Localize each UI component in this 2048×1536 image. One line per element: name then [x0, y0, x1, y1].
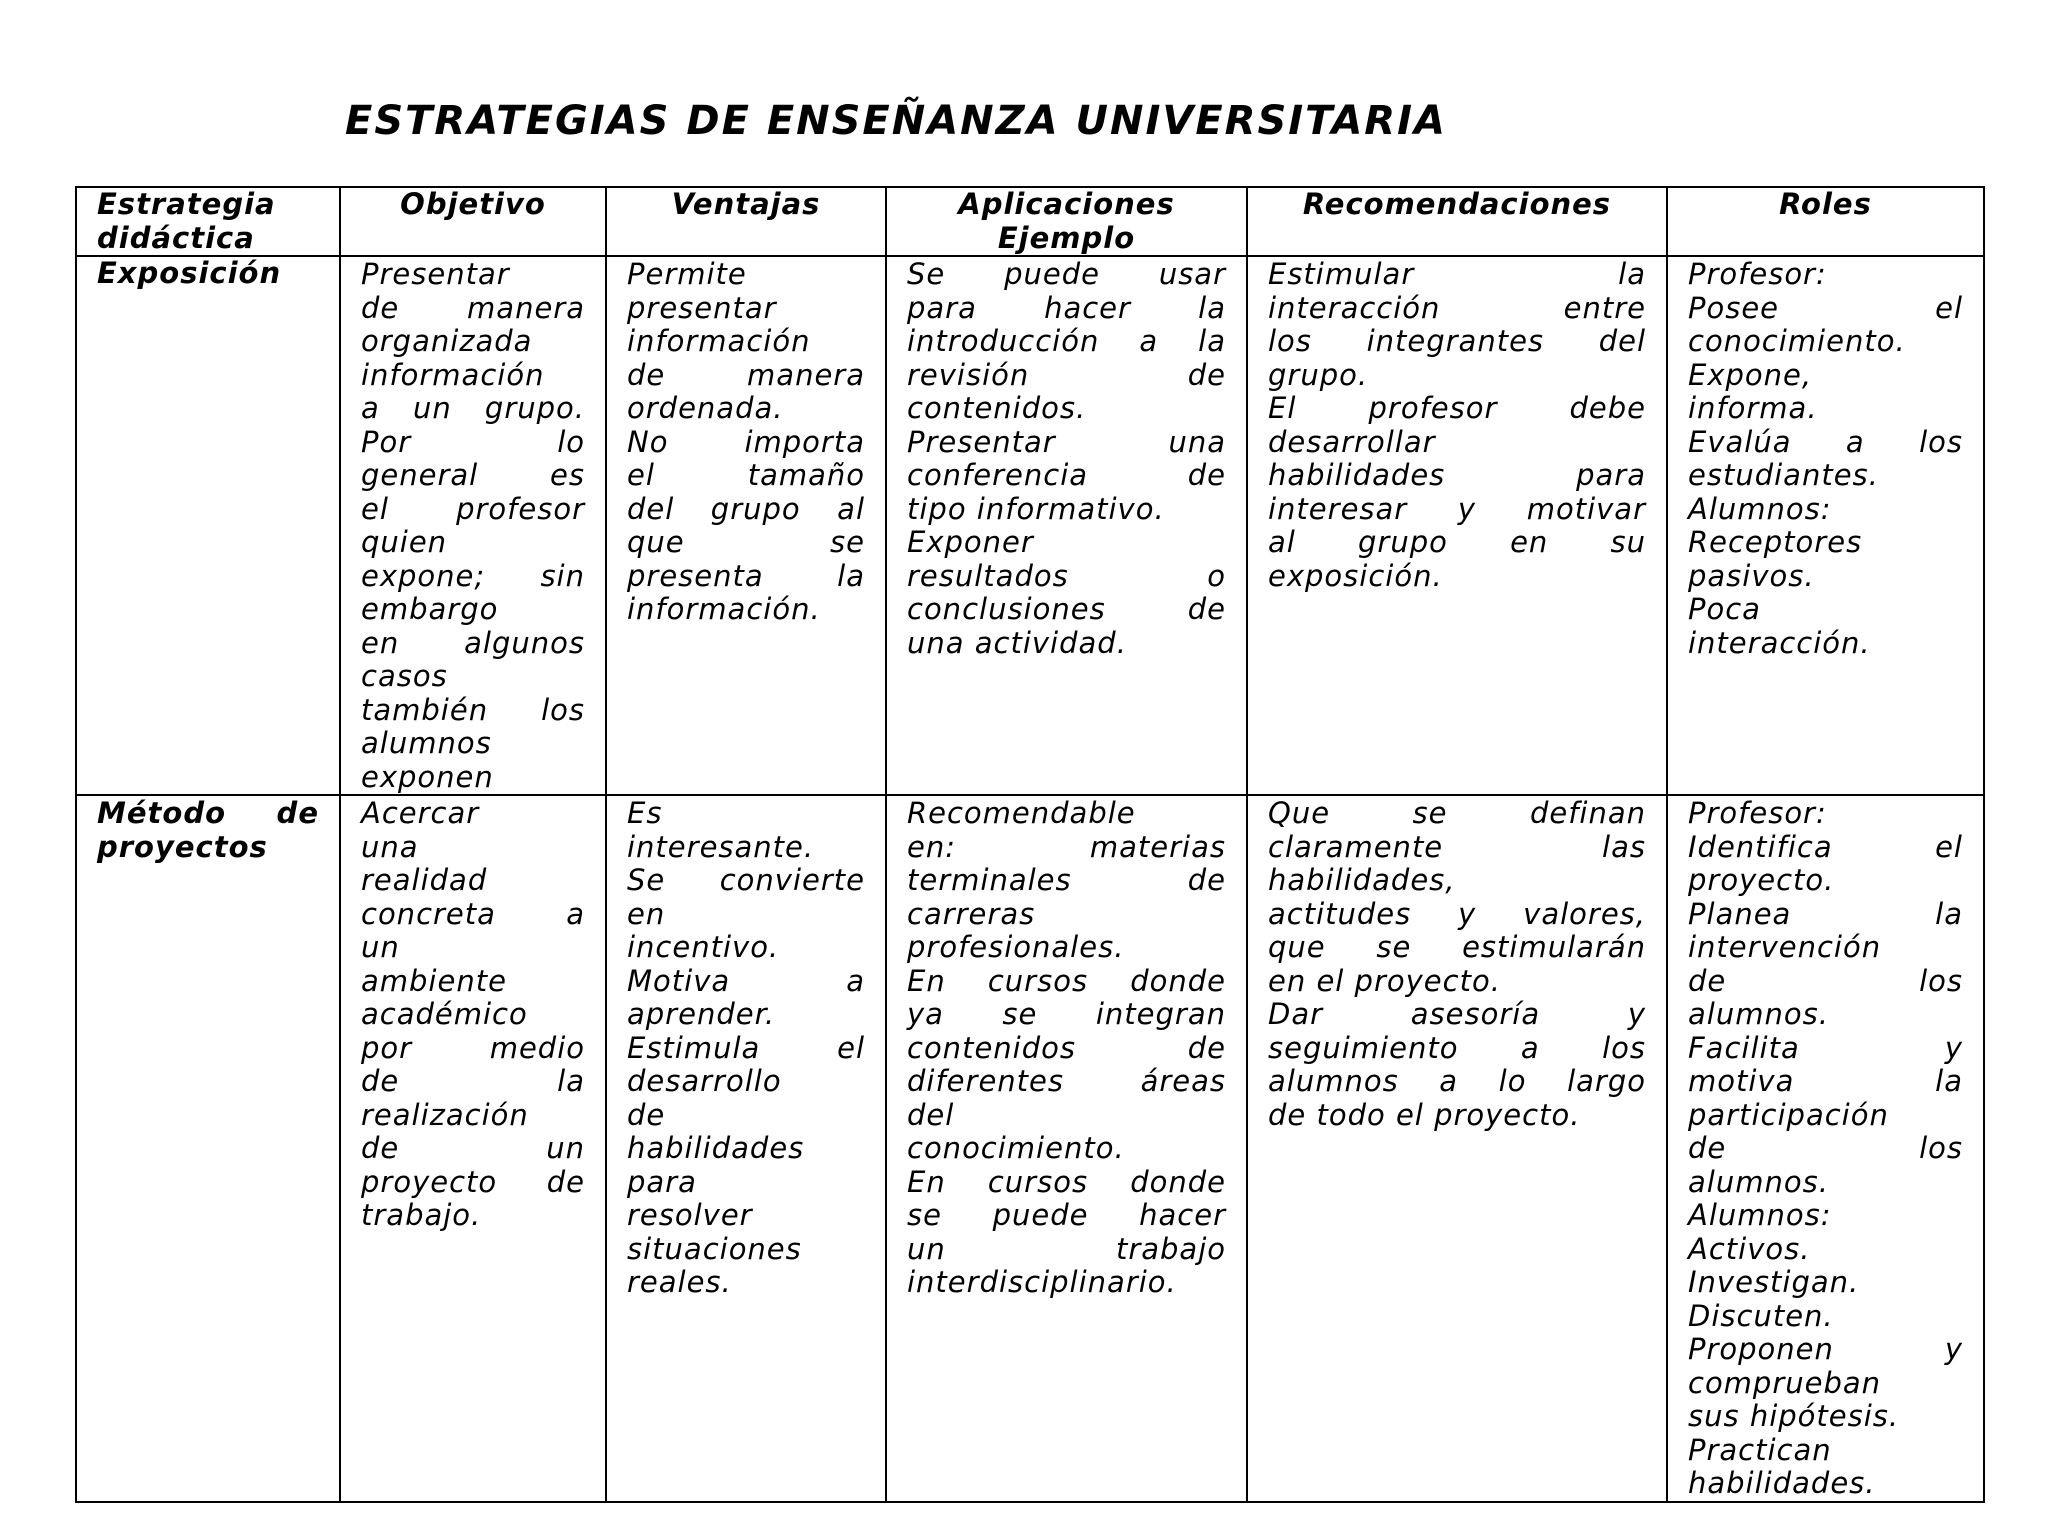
cell-text-line: proyecto de: [361, 1164, 585, 1199]
advantages-paragraph: [627, 965, 865, 1032]
roles-paragraph: [1688, 526, 1963, 593]
roles-paragraph: [1688, 1266, 1963, 1300]
cell-text-line: conocimiento.: [907, 1131, 1125, 1165]
roles-paragraph: [1688, 1300, 1963, 1334]
cell-text-line: exposición.: [1268, 558, 1443, 593]
strategies-table: [75, 186, 1985, 1503]
advantages-cell: [606, 795, 886, 1502]
header-applications-line: Ejemplo: [997, 220, 1136, 255]
cell-text-line: Profesor:: [1688, 796, 1827, 830]
cell-text-line: se puede hacer: [907, 1198, 1226, 1232]
cell-text-line: que se: [627, 525, 865, 559]
cell-text-line: En cursos donde: [907, 963, 1226, 998]
cell-text-line: Estimula el: [627, 1030, 865, 1065]
cell-text-line: interesar y motivar: [1268, 491, 1646, 526]
cell-text-line: introducción a la: [907, 324, 1226, 358]
cell-text-line: conferencia de: [907, 458, 1226, 492]
cell-text-line: Se puede usar: [907, 257, 1226, 291]
cell-text-line: participación: [1688, 1097, 1889, 1132]
cell-text-line: Que se definan: [1268, 796, 1646, 830]
cell-text-line: ya se integran: [907, 997, 1226, 1031]
cell-text-line: resultados o: [907, 558, 1226, 593]
cell-text-line: Expone,: [1688, 357, 1813, 392]
cell-text-line: académico: [361, 997, 528, 1031]
cell-text-line: Presentar: [361, 257, 510, 291]
advantages-paragraph: [627, 258, 865, 426]
cell-text-line: información.: [627, 592, 821, 626]
recommendations-paragraph: [1268, 392, 1646, 593]
cell-text-line: Posee el: [1688, 290, 1963, 325]
advantages-paragraph: [627, 797, 865, 864]
cell-text-line: desarrollo: [627, 1064, 782, 1098]
cell-text-line: proyecto.: [1688, 863, 1835, 897]
cell-text-line: también los: [361, 692, 585, 727]
applications-paragraph: [907, 797, 1226, 965]
recommendations-paragraph: [1268, 998, 1646, 1132]
roles-paragraph: [1688, 831, 1963, 898]
objective-paragraph: [361, 258, 585, 794]
cell-text-line: al grupo en su: [1268, 525, 1646, 559]
roles-paragraph: [1688, 898, 1963, 1032]
cell-text-line: alumnos.: [1688, 1164, 1829, 1199]
recommendations-cell: [1247, 795, 1667, 1502]
cell-text-line: comprueban: [1688, 1365, 1882, 1400]
objective-cell: [340, 795, 606, 1502]
roles-paragraph: [1688, 1199, 1963, 1233]
recommendations-cell: [1247, 256, 1667, 795]
cell-text-line: contenidos de: [907, 1030, 1226, 1065]
cell-text-line: una: [361, 829, 419, 864]
advantages-cell: [606, 256, 886, 795]
document-title: ESTRATEGIAS DE ENSEÑANZA UNIVERSITARIA: [345, 98, 1447, 144]
cell-text-line: Profesor:: [1688, 257, 1827, 291]
cell-text-line: de todo el proyecto.: [1268, 1097, 1581, 1132]
cell-text-line: presenta la: [627, 558, 865, 593]
cell-text-line: realización: [361, 1097, 529, 1132]
cell-text-line: ordenada.: [627, 391, 784, 425]
header-strategy-line: didáctica: [97, 220, 255, 255]
applications-cell: [886, 256, 1247, 795]
roles-paragraph: [1688, 359, 1963, 426]
cell-text-line: reales.: [627, 1265, 732, 1299]
cell-text-line: una actividad.: [907, 625, 1127, 660]
applications-paragraph: [907, 965, 1226, 1166]
cell-text-line: para hacer la: [907, 290, 1226, 325]
cell-text-line: El profesor debe: [1268, 391, 1646, 425]
cell-text-line: trabajo.: [361, 1198, 482, 1232]
cell-text-line: en: [627, 896, 666, 931]
roles-paragraph: [1688, 1032, 1963, 1200]
cell-text-line: revisión de: [907, 357, 1226, 392]
cell-text-line: Alumnos:: [1688, 1198, 1832, 1232]
strategy-cell: [76, 795, 340, 1502]
cell-text-line: habilidades: [627, 1131, 805, 1165]
cell-text-line: conocimiento.: [1688, 324, 1906, 358]
cell-text-line: actitudes y valores,: [1268, 896, 1646, 931]
cell-text-line: a un grupo.: [361, 391, 585, 425]
cell-text-line: Se convierte: [627, 863, 865, 897]
cell-text-line: contenidos.: [907, 391, 1087, 425]
cell-text-line: habilidades para: [1268, 458, 1646, 492]
cell-text-line: carreras: [907, 896, 1036, 931]
cell-text-line: sus hipótesis.: [1688, 1399, 1900, 1433]
cell-text-line: Facilita y: [1688, 1030, 1963, 1065]
cell-text-line: en: materias: [907, 829, 1226, 864]
cell-text-line: por medio: [361, 1030, 585, 1065]
cell-text-line: Receptores: [1688, 525, 1863, 559]
table-header-row: [76, 187, 1984, 256]
cell-text-line: de manera: [627, 357, 865, 392]
cell-text-line: exponen: [361, 759, 494, 794]
cell-text-line: grupo.: [1268, 357, 1369, 392]
cell-text-line: Investigan.: [1688, 1265, 1860, 1299]
cell-text-line: terminales de: [907, 863, 1226, 897]
cell-text-line: interdisciplinario.: [907, 1265, 1177, 1299]
cell-text-line: Planea la: [1688, 896, 1963, 931]
cell-text-line: alumnos.: [1688, 997, 1829, 1031]
applications-paragraph: [907, 258, 1226, 426]
cell-text-line: un: [361, 930, 400, 964]
header-advantages: Ventajas: [606, 187, 886, 256]
recommendations-paragraph: [1268, 258, 1646, 392]
cell-text-line: claramente las: [1268, 829, 1646, 864]
strategy-cell: [76, 256, 340, 795]
cell-text-line: estudiantes.: [1688, 458, 1879, 492]
cell-text-line: el profesor: [361, 491, 585, 526]
cell-text-line: Permite: [627, 257, 747, 291]
advantages-paragraph: [627, 426, 865, 627]
cell-text-line: de un: [361, 1131, 585, 1165]
roles-cell: [1667, 256, 1984, 795]
cell-text-line: No importa: [627, 424, 865, 459]
roles-paragraph: [1688, 1333, 1963, 1434]
cell-text-line: habilidades,: [1268, 863, 1456, 897]
cell-text-line: organizada: [361, 324, 533, 358]
applications-cell: [886, 795, 1247, 1502]
cell-text-line: pasivos.: [1688, 558, 1815, 593]
cell-text-line: aprender.: [627, 997, 776, 1031]
objective-cell: [340, 256, 606, 795]
cell-text-line: el tamaño: [627, 458, 865, 492]
header-roles: Roles: [1667, 187, 1984, 256]
cell-text-line: interesante.: [627, 829, 815, 864]
cell-text-line: del: [907, 1097, 955, 1132]
cell-text-line: Identifica el: [1688, 829, 1963, 864]
cell-text-line: Acercar: [361, 796, 480, 830]
cell-text-line: Practican: [1688, 1432, 1832, 1467]
cell-text-line: conclusiones de: [907, 592, 1226, 626]
header-strategy-line: Estrategia: [97, 187, 276, 221]
roles-paragraph: [1688, 797, 1963, 831]
cell-text-line: información: [627, 324, 811, 358]
roles-paragraph: [1688, 593, 1963, 660]
applications-paragraph: [907, 1166, 1226, 1300]
cell-text-line: motiva la: [1688, 1064, 1963, 1098]
applications-paragraph: [907, 426, 1226, 527]
cell-text-line: intervención: [1688, 930, 1882, 964]
cell-text-line: desarrollar: [1268, 424, 1436, 459]
cell-text-line: Proponen y: [1688, 1332, 1963, 1366]
cell-text-line: Poca: [1688, 592, 1761, 626]
cell-text-line: Evalúa a los: [1688, 424, 1963, 459]
strategy-name-line: Exposición: [97, 256, 282, 290]
table-row: [76, 795, 1984, 1502]
strategy-name-line: Método de: [97, 796, 319, 830]
cell-text-line: en el proyecto.: [1268, 963, 1501, 998]
cell-text-line: incentivo.: [627, 930, 780, 964]
header-strategy: [76, 187, 340, 256]
table-row: [76, 256, 1984, 795]
objective-paragraph: [361, 797, 585, 1233]
advantages-paragraph: [627, 1032, 865, 1300]
cell-text-line: un trabajo: [907, 1231, 1226, 1266]
recommendations-paragraph: [1268, 797, 1646, 998]
cell-text-line: alumnos: [361, 726, 492, 760]
cell-text-line: concreta a: [361, 896, 585, 931]
cell-text-line: del grupo al: [627, 491, 865, 526]
cell-text-line: Discuten.: [1688, 1298, 1834, 1333]
roles-paragraph: [1688, 292, 1963, 359]
cell-text-line: Activos.: [1688, 1231, 1811, 1266]
cell-text-line: informa.: [1688, 391, 1818, 425]
cell-text-line: resolver: [627, 1198, 753, 1232]
cell-text-line: Exponer: [907, 525, 1034, 559]
cell-text-line: habilidades.: [1688, 1466, 1876, 1500]
cell-text-line: Presentar una: [907, 424, 1226, 459]
cell-text-line: Motiva a: [627, 963, 865, 998]
cell-text-line: realidad: [361, 863, 488, 897]
cell-text-line: general es: [361, 458, 585, 492]
cell-text-line: de los: [1688, 963, 1963, 998]
cell-text-line: de manera: [361, 290, 585, 325]
roles-paragraph: [1688, 426, 1963, 493]
cell-text-line: presentar: [627, 290, 777, 325]
cell-text-line: diferentes áreas: [907, 1064, 1226, 1098]
cell-text-line: Recomendable: [907, 796, 1136, 830]
cell-text-line: de los: [1688, 1131, 1963, 1165]
cell-text-line: Estimular la: [1268, 257, 1646, 291]
roles-paragraph: [1688, 1434, 1963, 1501]
cell-text-line: situaciones: [627, 1231, 802, 1266]
cell-text-line: que se estimularán: [1268, 930, 1646, 964]
cell-text-line: seguimiento a los: [1268, 1030, 1646, 1065]
header-recommendations: Recomendaciones: [1247, 187, 1667, 256]
cell-text-line: En cursos donde: [907, 1164, 1226, 1199]
cell-text-line: los integrantes del: [1268, 324, 1646, 358]
header-objective: Objetivo: [340, 187, 606, 256]
roles-cell: [1667, 795, 1984, 1502]
cell-text-line: de la: [361, 1064, 585, 1098]
applications-paragraph: [907, 526, 1226, 660]
cell-text-line: alumnos a lo largo: [1268, 1064, 1646, 1098]
cell-text-line: Alumnos:: [1688, 491, 1832, 526]
cell-text-line: casos: [361, 659, 448, 693]
cell-text-line: Es: [627, 796, 663, 830]
cell-text-line: embargo: [361, 592, 499, 626]
roles-paragraph: [1688, 258, 1963, 292]
roles-paragraph: [1688, 1233, 1963, 1267]
cell-text-line: tipo informativo.: [907, 491, 1165, 526]
cell-text-line: expone; sin: [361, 558, 585, 593]
advantages-paragraph: [627, 864, 865, 965]
cell-text-line: para: [627, 1164, 697, 1199]
cell-text-line: información: [361, 357, 545, 392]
cell-text-line: profesionales.: [907, 930, 1125, 964]
cell-text-line: interacción.: [1688, 625, 1871, 660]
cell-text-line: interacción entre: [1268, 290, 1646, 325]
cell-text-line: en algunos: [361, 625, 585, 660]
cell-text-line: Por lo: [361, 424, 585, 459]
cell-text-line: de: [627, 1097, 666, 1132]
header-applications-line: Aplicaciones: [958, 187, 1175, 221]
cell-text-line: Dar asesoría y: [1268, 997, 1646, 1031]
roles-paragraph: [1688, 493, 1963, 527]
header-applications: [886, 187, 1247, 256]
cell-text-line: quien: [361, 525, 448, 559]
cell-text-line: ambiente: [361, 963, 507, 998]
strategy-name-line: proyectos: [97, 829, 268, 864]
